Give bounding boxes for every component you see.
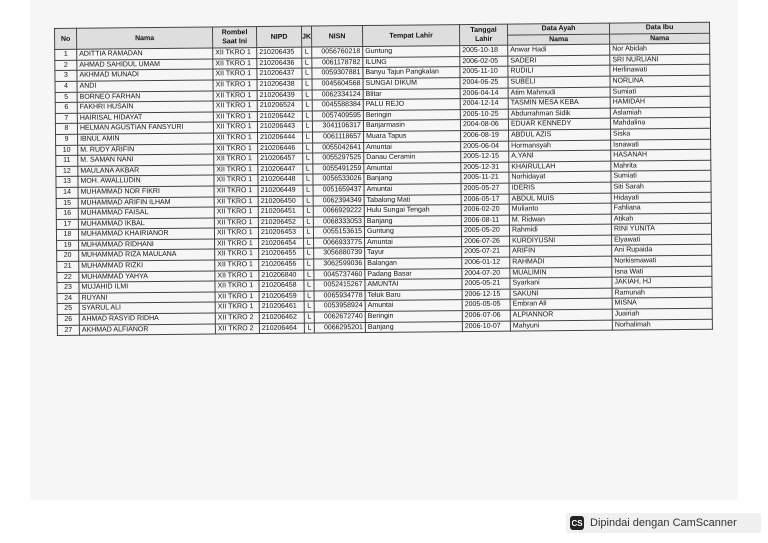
jk-cell: L <box>303 185 313 196</box>
student-name-cell: MUHAMMAD IKBAL <box>78 218 214 230</box>
row-number-cell: 14 <box>56 187 78 198</box>
nisn-cell: 0065934778 <box>314 290 365 301</box>
student-name-cell: HAIRISAL HIDAYAT <box>77 112 213 124</box>
jk-cell: L <box>302 121 312 132</box>
tempat-lahir-cell: Banjang <box>364 173 461 185</box>
student-name-cell: ADITTIA RAMADAN <box>77 48 213 60</box>
student-name-cell: SYARUL ALI <box>79 302 215 314</box>
nipd-cell: 210206452 <box>258 217 303 228</box>
ayah-name-cell: Rahmidi <box>509 224 611 236</box>
ibu-name-cell: Ani Rupaida <box>612 245 712 257</box>
tanggal-lahir-cell: 2006-04-14 <box>460 88 508 99</box>
ayah-name-cell: RUDILI <box>508 66 610 78</box>
nipd-cell: 210206462 <box>259 312 304 323</box>
ayah-name-cell: TASMIN MESA KEBA <box>508 97 610 109</box>
row-number-cell: 19 <box>57 240 79 251</box>
tanggal-lahir-cell: 2004-08-06 <box>460 119 508 130</box>
ayah-name-cell: Mulianto <box>509 203 611 215</box>
nipd-cell: 210206451 <box>258 206 303 217</box>
camscanner-caption: Dipindai dengan CamScanner <box>590 517 737 529</box>
tempat-lahir-cell: Banjarmasin <box>363 120 460 132</box>
ayah-name-cell: Norhidayat <box>509 171 611 183</box>
ayah-name-cell: KHAIRULLAH <box>509 161 611 173</box>
student-name-cell: MUJAHID ILMI <box>79 281 215 293</box>
ibu-name-cell: Elyawati <box>612 234 712 246</box>
ayah-name-cell: ALPIANNOR <box>510 309 612 321</box>
jk-cell: L <box>302 111 312 122</box>
rombel-cell: XII TKRO 1 <box>214 132 258 143</box>
row-number-cell: 22 <box>57 272 79 283</box>
nisn-cell: 0061178782 <box>312 57 363 68</box>
ayah-name-cell: Syarkani <box>510 277 612 289</box>
tanggal-lahir-cell: 2005-05-05 <box>462 300 510 311</box>
tempat-lahir-cell: SUNGAI DIKUM <box>363 78 460 90</box>
ibu-name-cell: RINI YUNITA <box>611 223 711 235</box>
rombel-cell: XII TKRO 1 <box>215 249 259 260</box>
student-name-cell: BORNEO FARHAN <box>77 91 213 103</box>
jk-cell: L <box>303 196 313 207</box>
rombel-cell: XII TKRO 1 <box>213 58 257 69</box>
tempat-lahir-cell: Padang Basar <box>365 268 462 280</box>
nipd-cell: 210206453 <box>258 227 303 238</box>
student-name-cell: MUHAMMAD RIZA MAULANA <box>79 249 215 261</box>
row-number-cell: 27 <box>57 325 79 336</box>
row-number-cell: 16 <box>56 208 78 219</box>
row-number-cell: 3 <box>55 71 77 82</box>
tanggal-lahir-cell: 2005-11-21 <box>461 172 509 183</box>
tempat-lahir-cell: Banjang <box>365 321 462 333</box>
tempat-lahir-cell: Teluk Baru <box>365 289 462 301</box>
jk-cell: L <box>304 301 314 312</box>
student-name-cell: AKHMAD ALFIANOR <box>79 324 215 336</box>
tempat-lahir-cell: Blitar <box>363 88 460 100</box>
jk-cell: L <box>302 47 312 58</box>
tanggal-lahir-cell: 2006-01-12 <box>462 257 510 268</box>
row-number-cell: 2 <box>55 60 77 71</box>
nisn-cell: 0056533026 <box>313 174 364 185</box>
tempat-lahir-cell: Tayur <box>365 247 462 259</box>
nipd-cell: 210206461 <box>259 302 304 313</box>
nipd-cell: 210206443 <box>257 121 302 132</box>
tempat-lahir-cell: Amuntai <box>365 300 462 312</box>
ayah-name-cell: ABDUL AZIS <box>509 129 611 141</box>
nipd-cell: 210206447 <box>258 164 303 175</box>
ibu-name-cell: JAKIAH, HJ <box>612 276 712 288</box>
student-name-cell: MUHAMMAD RIDHANI <box>79 239 215 251</box>
tanggal-lahir-cell: 2004-12-14 <box>460 98 508 109</box>
col-rombel-header: Rombel Saat Ini <box>212 27 256 49</box>
ibu-name-cell: Norhalimah <box>612 319 712 331</box>
jk-cell: L <box>304 312 314 323</box>
tempat-lahir-cell: PALU REJO <box>363 99 460 111</box>
tempat-lahir-cell: Tabalong Mati <box>364 194 461 206</box>
tanggal-lahir-cell: 2006-10-07 <box>462 321 510 332</box>
row-number-cell: 15 <box>56 198 78 209</box>
row-number-cell: 11 <box>56 155 78 166</box>
rombel-cell: XII TKRO 1 <box>213 69 257 80</box>
tempat-lahir-cell: Amuntai <box>364 184 461 196</box>
rombel-cell: XII TKRO 1 <box>213 80 257 91</box>
ibu-name-cell: HASANAH <box>611 149 711 161</box>
tanggal-lahir-cell: 2005-10-25 <box>460 109 508 120</box>
ibu-name-cell: MISNA <box>612 298 712 310</box>
nipd-cell: 210206456 <box>259 259 304 270</box>
nisn-cell: 0061118657 <box>313 131 364 142</box>
nipd-cell: 210206444 <box>258 132 303 143</box>
rombel-cell: XII TKRO 1 <box>213 111 257 122</box>
tanggal-lahir-cell: 2005-05-27 <box>461 183 509 194</box>
tanggal-lahir-cell: 2005-10-18 <box>460 45 508 56</box>
row-number-cell: 5 <box>55 92 77 103</box>
rombel-cell: XII TKRO 1 <box>214 185 258 196</box>
nipd-cell: 210206840 <box>259 270 304 281</box>
nisn-cell: 0057409595 <box>312 110 363 121</box>
row-number-cell: 24 <box>57 293 79 304</box>
row-number-cell: 8 <box>55 124 77 135</box>
student-name-cell: MUHAMMAD FAISAL <box>78 207 214 219</box>
student-name-cell: M. RUDY ARIFIN <box>78 144 214 156</box>
tanggal-lahir-cell: 2005-07-21 <box>462 247 510 258</box>
tempat-lahir-cell: Beringin <box>363 109 460 121</box>
nisn-cell: 3056880739 <box>314 248 365 259</box>
row-number-cell: 20 <box>57 251 79 262</box>
ayah-name-cell: A.YANI <box>509 150 611 162</box>
ibu-name-cell: Sumiati <box>611 171 711 183</box>
rombel-cell: XII TKRO 1 <box>214 154 258 165</box>
col-data-ayah-header: Data Ayah <box>507 23 609 35</box>
student-name-cell: M. SAMAN NANI <box>78 154 214 166</box>
nipd-cell: 210206454 <box>259 238 304 249</box>
nisn-cell: 0045604568 <box>312 79 363 90</box>
tempat-lahir-cell: Danau Ceramin <box>364 152 461 164</box>
rombel-cell: XII TKRO 2 <box>215 313 259 324</box>
jk-cell: L <box>302 90 312 101</box>
tempat-lahir-cell: AMUNTAI <box>365 279 462 291</box>
ayah-name-cell: RAHMADI <box>510 256 612 268</box>
jk-cell: L <box>302 68 312 79</box>
rombel-cell: XII TKRO 1 <box>213 101 257 112</box>
jk-cell: L <box>304 259 314 270</box>
ibu-name-cell: HAMIDAH <box>610 96 710 108</box>
ibu-name-cell: Ramunah <box>612 287 712 299</box>
nipd-cell: 210206448 <box>258 174 303 185</box>
tanggal-lahir-cell: 2005-11-10 <box>460 67 508 78</box>
nisn-cell: 0062672740 <box>314 312 365 323</box>
tanggal-lahir-cell: 2004-06-25 <box>460 77 508 88</box>
ibu-name-cell: Juairiah <box>612 308 712 320</box>
tanggal-lahir-cell: 2006-12-15 <box>462 289 510 300</box>
rombel-cell: XII TKRO 1 <box>214 228 258 239</box>
nisn-cell: 0066933775 <box>314 237 365 248</box>
jk-cell: L <box>303 217 313 228</box>
tempat-lahir-cell: Banyu Tajun Pangkalan <box>363 67 460 79</box>
student-name-cell: FAKHRI HUSAIN <box>77 101 213 113</box>
nipd-cell: 210206458 <box>259 280 304 291</box>
jk-cell: L <box>304 238 314 249</box>
ibu-name-cell: Isna Wati <box>612 266 712 278</box>
ibu-name-cell: Nor Abidah <box>610 43 710 55</box>
nisn-cell: 0059307881 <box>312 68 363 79</box>
rombel-cell: XII TKRO 1 <box>214 164 258 175</box>
tempat-lahir-cell: Banjang <box>364 215 461 227</box>
row-number-cell: 4 <box>55 81 77 92</box>
rombel-cell: XII TKRO 1 <box>215 260 259 271</box>
row-number-cell: 18 <box>56 230 78 241</box>
tanggal-lahir-cell: 2006-08-11 <box>461 215 509 226</box>
nisn-cell: 0066295201 <box>314 322 365 333</box>
rombel-cell: XII TKRO 1 <box>215 291 259 302</box>
student-name-cell: ANDI <box>77 80 213 92</box>
ibu-name-cell: NORLINA <box>610 75 710 87</box>
ayah-name-cell: Atim Mahmudi <box>508 87 610 99</box>
student-table-container <box>54 21 745 336</box>
nisn-cell: 0055297525 <box>313 153 364 164</box>
tanggal-lahir-cell: 2005-12-15 <box>461 151 509 162</box>
ayah-name-cell: Mahyuni <box>510 320 612 332</box>
jk-cell: L <box>303 164 313 175</box>
ibu-name-cell: Siska <box>610 128 710 140</box>
student-name-cell: MUHAMMAD ARIFIN ILHAM <box>78 196 214 208</box>
jk-cell: L <box>304 323 314 334</box>
nisn-cell: 3062599036 <box>314 259 365 270</box>
scanned-page <box>30 0 738 500</box>
row-number-cell: 10 <box>56 145 78 156</box>
camscanner-logo-icon: CS <box>570 516 584 530</box>
nipd-cell: 210206524 <box>257 100 302 111</box>
ayah-name-cell: ABDUL MUIS <box>509 193 611 205</box>
ibu-name-cell: Fahliana <box>611 202 711 214</box>
rombel-cell: XII TKRO 1 <box>214 196 258 207</box>
nipd-cell: 210206457 <box>258 153 303 164</box>
nipd-cell: 210206438 <box>257 79 302 90</box>
rombel-cell: XII TKRO 2 <box>215 323 259 334</box>
tanggal-lahir-cell: 2005-05-20 <box>461 225 509 236</box>
tempat-lahir-cell: Guntung <box>363 46 460 58</box>
student-name-cell: IBNUL AMIN <box>78 133 214 145</box>
rombel-cell: XII TKRO 1 <box>213 90 257 101</box>
tanggal-lahir-cell: 2006-07-26 <box>462 236 510 247</box>
tanggal-lahir-cell: 2006-02-05 <box>460 56 508 67</box>
tanggal-lahir-cell: 2006-05-17 <box>461 194 509 205</box>
ibu-name-cell: Mahrita <box>611 160 711 172</box>
student-name-cell: MAULANA AKBAR <box>78 165 214 177</box>
nisn-cell: 0055042641 <box>313 142 364 153</box>
ayah-name-cell: ARIFIN <box>510 246 612 258</box>
nisn-cell: 0053958924 <box>314 301 365 312</box>
jk-cell: L <box>303 143 313 154</box>
col-jk-header: JK <box>301 26 311 47</box>
jk-cell: L <box>304 280 314 291</box>
row-number-cell: 12 <box>56 166 78 177</box>
ayah-name-cell: SUBELI <box>508 76 610 88</box>
tanggal-lahir-cell: 2004-07-20 <box>462 268 510 279</box>
ayah-name-cell: SADERI <box>508 55 610 67</box>
jk-cell: L <box>302 58 312 69</box>
row-number-cell: 6 <box>55 102 77 113</box>
tempat-lahir-cell: Balangan <box>365 258 462 270</box>
jk-cell: L <box>303 153 313 164</box>
jk-cell: L <box>302 100 312 111</box>
student-name-cell: MUHAMMAD YAHYA <box>79 271 215 283</box>
ibu-name-cell: Herlinawati <box>610 65 710 77</box>
tempat-lahir-cell: Hulu Sungai Tengah <box>364 205 461 217</box>
nisn-cell: 0045588384 <box>312 100 363 111</box>
col-nisn-header: NISN <box>311 26 362 48</box>
col-nama-header: Nama <box>77 27 213 49</box>
tanggal-lahir-cell: 2005-05-21 <box>462 278 510 289</box>
student-name-cell: MUHAMMAD RIZKI <box>79 260 215 272</box>
tempat-lahir-cell: Amuntai <box>364 141 461 153</box>
ayah-name-cell: M. Ridwan <box>509 214 611 226</box>
ibu-name-cell: Siti Sarah <box>611 181 711 193</box>
student-name-cell: MOH. AWALLUDIN <box>78 175 214 187</box>
jk-cell: L <box>303 174 313 185</box>
nipd-cell: 210206464 <box>259 323 304 334</box>
rombel-cell: XII TKRO 1 <box>213 122 257 133</box>
ibu-name-cell: Sumiati <box>610 86 710 98</box>
nisn-cell: 0052415267 <box>314 280 365 291</box>
nisn-cell: 0062334124 <box>312 89 363 100</box>
row-number-cell: 1 <box>55 49 77 60</box>
camscanner-watermark <box>566 513 761 533</box>
nipd-cell: 210206437 <box>257 68 302 79</box>
ayah-name-cell: EDUAR KENNEDY <box>508 119 610 131</box>
ayah-name-cell: Hormansyah <box>509 140 611 152</box>
ayah-name-cell: IDERIS <box>509 182 611 194</box>
tanggal-lahir-cell: 2005-06-04 <box>461 141 509 152</box>
student-name-cell: MUHAMMAD NOR FIKRI <box>78 186 214 198</box>
tempat-lahir-cell: Amuntai <box>365 236 462 248</box>
ayah-name-cell: MUALIMIN <box>510 267 612 279</box>
ayah-name-cell: Embran Ali <box>510 299 612 311</box>
rombel-cell: XII TKRO 1 <box>214 207 258 218</box>
col-nipd-header: NIPD <box>256 26 301 48</box>
rombel-cell: XII TKRO 1 <box>215 270 259 281</box>
nipd-cell: 210206435 <box>257 47 302 58</box>
nipd-cell: 210206442 <box>257 111 302 122</box>
row-number-cell: 21 <box>57 261 79 272</box>
nisn-cell: 0051659437 <box>313 184 364 195</box>
nisn-cell: 0062394349 <box>313 195 364 206</box>
jk-cell: L <box>302 79 312 90</box>
row-number-cell: 23 <box>57 283 79 294</box>
tempat-lahir-cell: ILUNG <box>363 56 460 68</box>
tanggal-lahir-cell: 2005-12-31 <box>461 162 509 173</box>
row-number-cell: 7 <box>55 113 77 124</box>
col-no-header: No <box>55 28 77 49</box>
rombel-cell: XII TKRO 1 <box>214 217 258 228</box>
ayah-name-cell: KURDIYUSNI <box>510 235 612 247</box>
col-ayah-nama-header: Nama <box>508 34 610 46</box>
col-tempat-lahir-header: Tempat Lahir <box>362 25 459 47</box>
nisn-cell: 0066929222 <box>313 206 364 217</box>
jk-cell: L <box>303 132 313 143</box>
table-body <box>55 43 713 335</box>
ayah-name-cell: Anwar Hadi <box>508 44 610 56</box>
nipd-cell: 210206449 <box>258 185 303 196</box>
nisn-cell: 0055491259 <box>313 163 364 174</box>
col-data-ibu-header: Data Ibu <box>609 22 709 34</box>
ibu-name-cell: Hidayati <box>611 192 711 204</box>
tempat-lahir-cell: Muara Tapus <box>364 131 461 143</box>
col-ibu-nama-header: Nama <box>610 33 710 45</box>
ayah-name-cell: Abdurrahman Sidik <box>508 108 610 120</box>
nisn-cell: 0045737460 <box>314 269 365 280</box>
student-name-cell: HELMAN AGUSTIAN FANSYURI <box>77 122 213 134</box>
ibu-name-cell: Atikah <box>611 213 711 225</box>
tempat-lahir-cell: Guntung <box>364 226 461 238</box>
nipd-cell: 210206450 <box>258 196 303 207</box>
nipd-cell: 210206436 <box>257 58 302 69</box>
tempat-lahir-cell: Amuntai <box>364 162 461 174</box>
nisn-cell: 0056760218 <box>312 47 363 58</box>
nipd-cell: 210206446 <box>258 143 303 154</box>
tanggal-lahir-cell: 2006-07-06 <box>462 310 510 321</box>
jk-cell: L <box>303 206 313 217</box>
row-number-cell: 26 <box>57 314 79 325</box>
rombel-cell: XII TKRO 1 <box>215 302 259 313</box>
row-number-cell: 17 <box>56 219 78 230</box>
row-number-cell: 9 <box>56 134 78 145</box>
student-table <box>54 22 713 337</box>
jk-cell: L <box>303 227 313 238</box>
tempat-lahir-cell: Beringin <box>365 311 462 323</box>
col-tanggal-lahir-header: Tanggal Lahir <box>459 24 507 46</box>
rombel-cell: XII TKRO 1 <box>213 48 257 59</box>
nipd-cell: 210206439 <box>257 90 302 101</box>
rombel-cell: XII TKRO 1 <box>215 238 259 249</box>
student-name-cell: AHMAD RASYID RIDHA <box>79 313 215 325</box>
row-number-cell: 13 <box>56 177 78 188</box>
ibu-name-cell: Aslamiah <box>610 107 710 119</box>
jk-cell: L <box>304 270 314 281</box>
student-name-cell: RUYANI <box>79 292 215 304</box>
nisn-cell: 0055153615 <box>313 227 364 238</box>
student-name-cell: AKHMAD MUNADI <box>77 69 213 81</box>
row-number-cell: 25 <box>57 304 79 315</box>
jk-cell: L <box>304 248 314 259</box>
rombel-cell: XII TKRO 1 <box>215 281 259 292</box>
nipd-cell: 210206455 <box>259 249 304 260</box>
student-name-cell: MUHAMMAD KHAIRIANOR <box>78 228 214 240</box>
nipd-cell: 210206459 <box>259 291 304 302</box>
rombel-cell: XII TKRO 1 <box>214 143 258 154</box>
nisn-cell: 3041106317 <box>312 121 363 132</box>
jk-cell: L <box>304 291 314 302</box>
ibu-name-cell: Norkismawati <box>612 255 712 267</box>
ibu-name-cell: Isnawati <box>611 139 711 151</box>
ibu-name-cell: SRI NURLIANI <box>610 54 710 66</box>
tanggal-lahir-cell: 2006-02-20 <box>461 204 509 215</box>
rombel-cell: XII TKRO 1 <box>214 175 258 186</box>
ibu-name-cell: Mahdalina <box>610 118 710 130</box>
nisn-cell: 0068333053 <box>313 216 364 227</box>
tanggal-lahir-cell: 2006-08-19 <box>461 130 509 141</box>
ayah-name-cell: SAKUNI <box>510 288 612 300</box>
student-name-cell: AHMAD SAHIDUL UMAM <box>77 59 213 71</box>
